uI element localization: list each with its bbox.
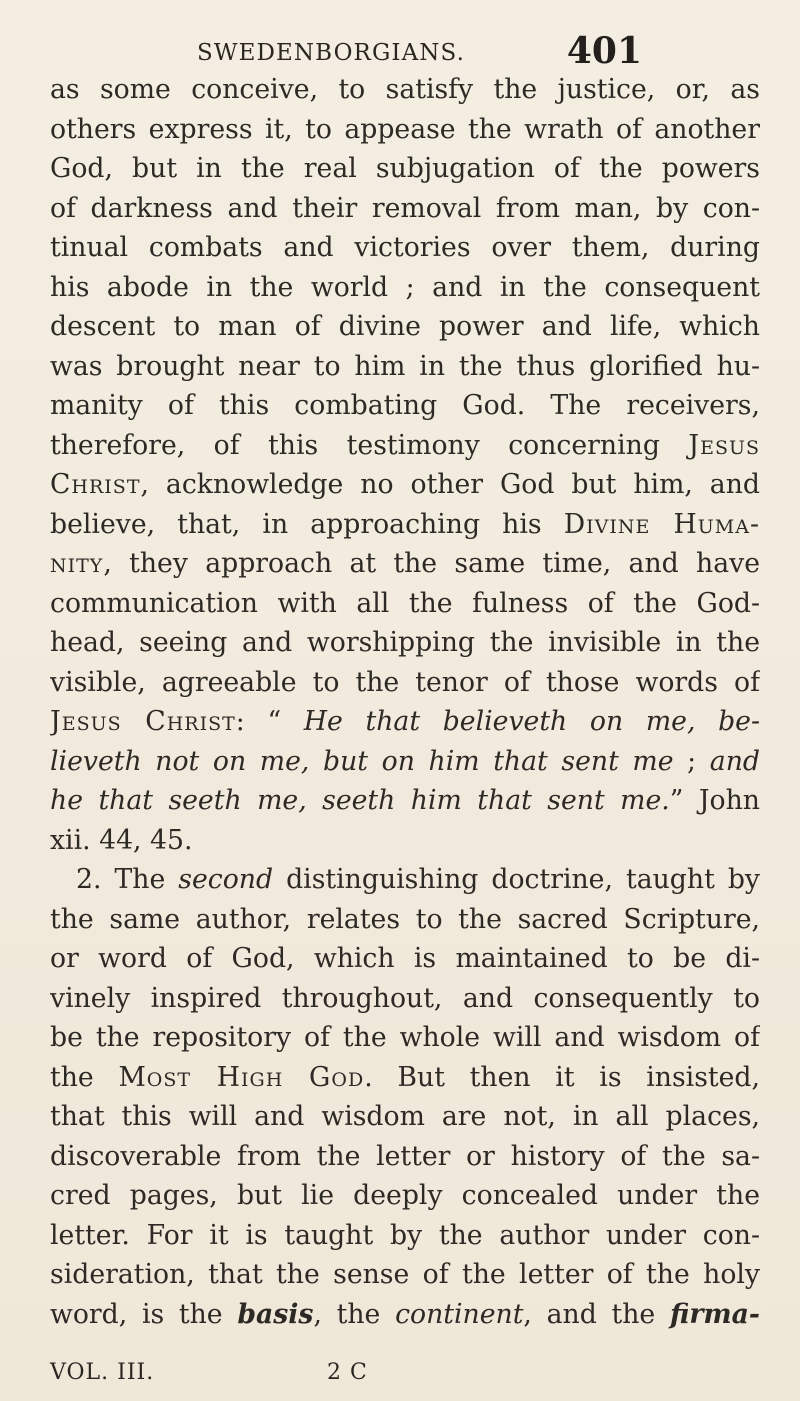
text-line: descent to man of divine power and life, which (50, 311, 760, 342)
line-text: , they approach at the same time, and have (103, 548, 760, 579)
name-jesus: Jesus (688, 429, 760, 461)
page-footer (50, 1360, 760, 1390)
running-title: SWEDENBORGIANS. (197, 40, 465, 66)
line-text: , the (313, 1298, 396, 1330)
text-line (50, 426, 760, 466)
text-line: or word of God, which is maintained to be di- (50, 943, 760, 974)
text-line: letter. For it is taught by the author under con- (50, 1219, 760, 1251)
line-text: distinguishing doctrine, taught by (273, 864, 760, 895)
name-jesus-christ: Jesus Christ (50, 706, 236, 737)
text-line: discoverable from the letter or history of the sa- (50, 1140, 760, 1172)
name-divine-humanity: nity (50, 548, 104, 579)
text-line: cred pages, but lie deeply concealed under the (50, 1180, 760, 1211)
text-line: his abode in the world ; and in the consequent (50, 271, 760, 303)
text-line: sideration, that the sense of the letter of the holy (50, 1259, 760, 1290)
name-most-high-god: Most High God (118, 1061, 365, 1093)
line-text: : “ (235, 706, 304, 737)
text-line: the same author, relates to the sacred Scripture, (50, 903, 760, 935)
scripture-quote: and (709, 745, 760, 777)
text-line: that this will and wisdom are not, in all places, (50, 1101, 760, 1132)
text-line: visible, agreeable to the tenor of those words of (50, 666, 760, 698)
line-text: the (50, 1061, 119, 1093)
text-line (50, 860, 760, 900)
text-line: was brought near to him in the thus glorified hu- (50, 350, 760, 382)
volume-label: VOL. III. (50, 1360, 155, 1385)
name-christ: Christ (50, 469, 141, 500)
line-text: , acknowledge no other God but him, and (140, 469, 760, 500)
name-divine-humanity: Divine Huma- (563, 508, 760, 540)
line-text: word, is the (50, 1298, 238, 1330)
text-line (50, 781, 760, 821)
emphasis: continent (395, 1298, 524, 1330)
scripture-quote: lieveth not on me, but on him that sent me (50, 745, 674, 777)
text-line (50, 1058, 760, 1098)
text-line (50, 702, 760, 742)
text-line: of darkness and their removal from man, by con- (50, 192, 760, 224)
text-line: manity of this combating God. The receivers, (50, 390, 760, 421)
text-line (50, 742, 760, 782)
text-line: tinual combats and victories over them, during (50, 232, 760, 263)
text-line: communication with all the fulness of the God- (50, 587, 760, 619)
line-text: , and the (523, 1298, 670, 1330)
text-line: xii. 44, 45. (50, 824, 193, 856)
signature-mark: 2 C (327, 1360, 368, 1385)
line-text: . But then it is insisted, (364, 1061, 760, 1093)
line-text: therefore, of this testimony concerning (50, 429, 689, 461)
line-text: ; (673, 745, 710, 777)
text-line (50, 1295, 760, 1335)
scripture-quote: he that seeth me, seeth him that sent me. (50, 785, 670, 816)
line-text: believe, that, in approaching his (50, 508, 564, 540)
emphasis: firma- (669, 1298, 760, 1330)
text-line (50, 505, 760, 545)
text-line: as some conceive, to satisfy the justice, or, as (50, 74, 760, 105)
body-text (50, 70, 760, 1334)
scripture-quote: He that believeth on me, be- (303, 706, 760, 737)
text-line: others express it, to appease the wrath of another (50, 113, 760, 145)
text-line: be the repository of the whole will and wisdom of (50, 1022, 760, 1053)
text-line: vinely inspired throughout, and consequently to (50, 982, 760, 1014)
emphasis: basis (237, 1298, 314, 1330)
text-line (50, 465, 760, 505)
line-text: 2. The (76, 864, 179, 895)
text-line: head, seeing and worshipping the invisible in the (50, 627, 760, 658)
text-line (50, 544, 760, 584)
text-line: God, but in the real subjugation of the powers (50, 153, 760, 184)
line-text: ” John (669, 785, 760, 816)
page-number: 401 (566, 30, 642, 72)
emphasis: second (178, 864, 274, 895)
